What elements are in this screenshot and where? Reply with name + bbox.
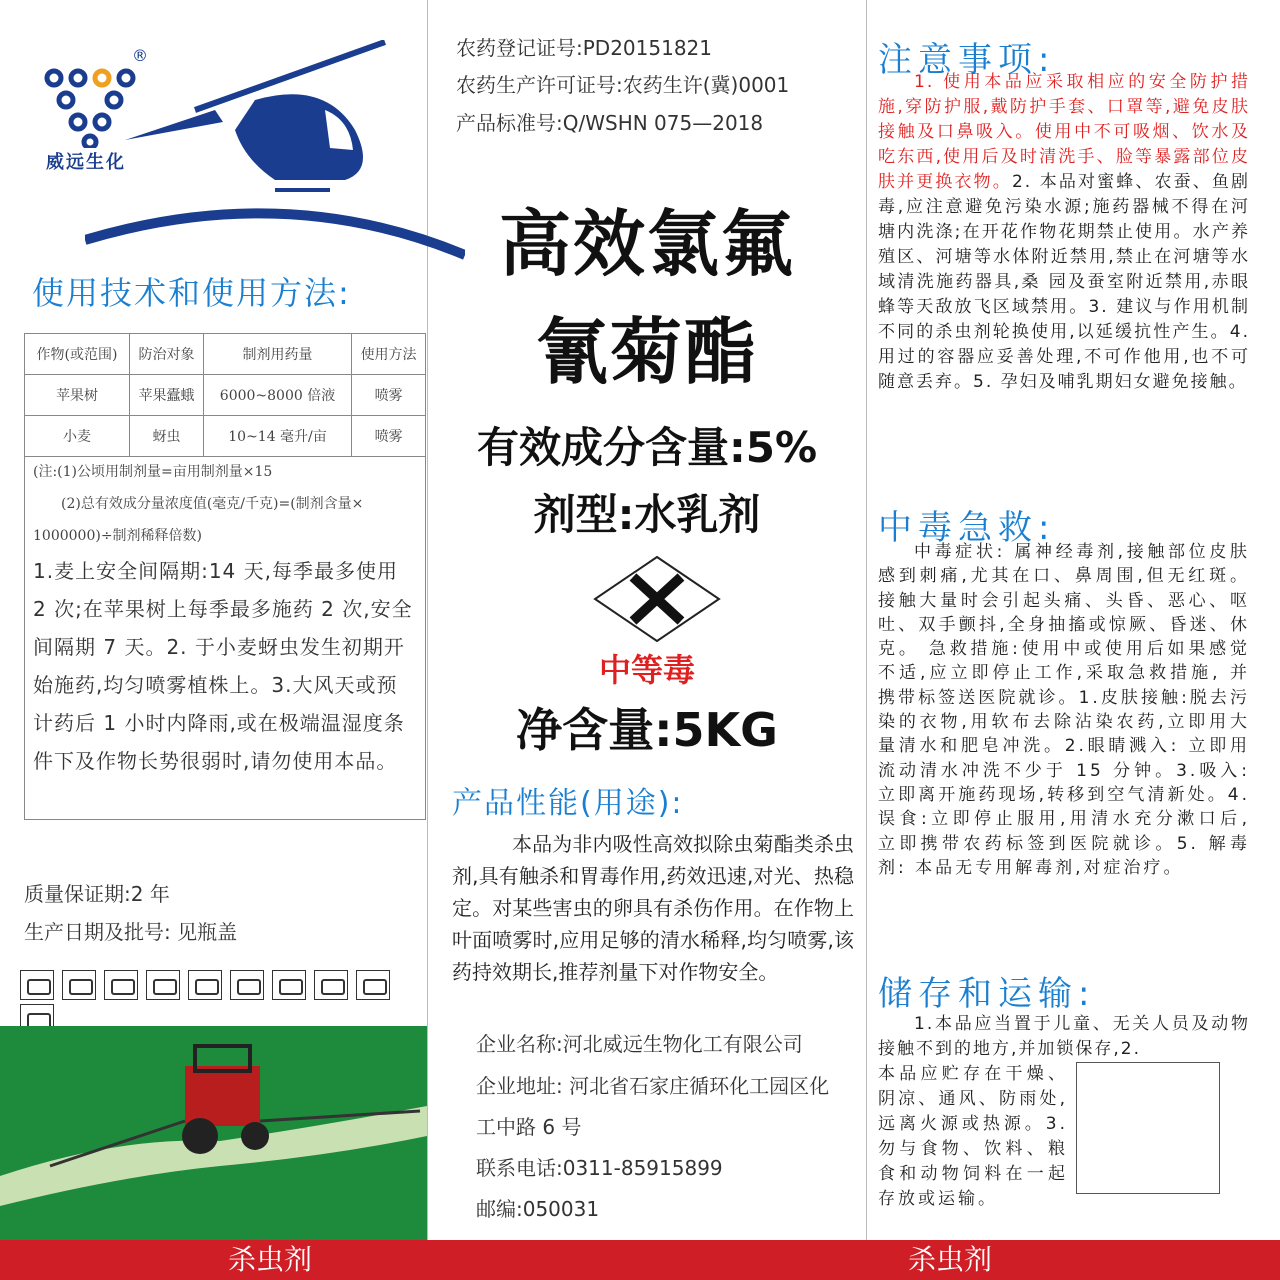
tractor-spraying-icon [0, 1026, 427, 1240]
protective-suit-pictogram-icon [230, 970, 264, 1000]
footer-right-bar [540, 1240, 1280, 1280]
performance-text: 本品为非内吸性高效拟除虫菊酯类杀虫剂,具有触杀和胃毒作用,药效迅速,对光、热稳定。对某些害虫的卵具有杀伤作用。在作物上叶面喷雾时,应用足够的清水稀释,均匀喷雾,该药持效期长,推荐剂量下对作物安全。 [452, 832, 854, 984]
footer-left-label: 杀虫剂 [227, 1243, 312, 1276]
shelf-life: 质量保证期:2 年 [24, 882, 170, 906]
boots-pictogram-icon [272, 970, 306, 1000]
storage-text-side: 本品应贮存在干燥、阴凉、通风、防雨处,远离火源或热源。3.勿与食物、饮料、粮食和动物饲料在一起存放或运输。 [878, 1064, 1068, 1209]
table-cell: 蚜虫 [130, 416, 204, 457]
sprayer-pictogram-icon [104, 970, 138, 1000]
precautions-heading: 注意事项: [878, 40, 1056, 80]
company-name: 企业名称:河北威远生物化工有限公司 [476, 1032, 803, 1056]
precautions-text [878, 70, 1250, 395]
usage-notes-box [24, 452, 426, 820]
gloves-pictogram-icon [146, 970, 180, 1000]
company-phone: 联系电话:0311-85915899 [476, 1156, 723, 1180]
formula-note-2: (2)总有效成分量浓度值(毫克/千克)=(制剂含量× [61, 496, 364, 512]
usage-instructions: 1.麦上安全间隔期:14 天,每季最多使用 2 次;在苹果树上每季最多施药 2 次,安全间隔期 7 天。2. 于小麦蚜虫发生初期开始施药,均匀喷雾植株上。3.大风天或预计药后 1 小时内降雨,或在极端温湿度条件下及作物长势很弱时,请勿使用本品。 [33, 559, 413, 773]
first-aid-heading: 中毒急救: [878, 508, 1056, 548]
toxicity-level: 中等毒 [598, 651, 695, 689]
table-cell: 10~14 毫升/亩 [203, 416, 351, 457]
precautions-red-text: 1. 使用本品应采取相应的安全防护措施,穿防护服,戴防护手套、口罩等,避免皮肤接触及口鼻吸入。使用中不可吸烟、饮水及吃东西,使用后及时清洗手、脸等暴露部位皮肤并更换衣物。 [878, 72, 1250, 192]
company-postcode: 邮编:050031 [476, 1197, 600, 1221]
formulation-type: 剂型:水乳剂 [533, 490, 761, 539]
product-name-line-1: 高效氯氟 [498, 202, 795, 286]
precautions-body-text: 2. 本品对蜜蜂、农蚕、鱼剧毒,应注意避免污染水源;施药器械不得在河塘内洗涤;在开花作物花期禁止使用。水产养殖区、河塘等水体附近禁用,禁止在河塘等水域清洗施药器具,桑 园及蚕室附近禁用,赤眼蜂等天敌放飞区域禁用。3. 建议与作用机制不同的杀虫剂轮换使用,以延缓抗性产生。4. 用过的容器应妥善处理,不可作他用,也不可随意丢弃。5. 孕妇及哺乳期妇女避免接触。 [878, 172, 1251, 392]
toxicity-diamond-icon [593, 555, 721, 643]
table-cell: 喷雾 [352, 375, 426, 416]
first-aid-text: 中毒症状: 属神经毒剂,接触部位皮肤感到刺痛,尤其在口、鼻周围,但无红斑。接触大量时会引起头痛、头昏、恶心、呕吐、双手颤抖,全身抽搐或惊厥、昏迷、休克。 急救措施:使用中或使用后如果感觉不适,应立即停止工作,采取急救措施, 并携带标签送医院就诊。1.皮肤接触:脱去污染的衣物,用软布去除沾染农药,立即用大量清水和肥皂冲洗。2.眼睛溅入: 立即用流动清水冲洗不少于 15 分钟。3.吸入:立即离开施药现场,转移到空气清新处。4.误食:立即停止服用,用清水充分漱口后, 立即携带农药标签到医院就诊。5. 解毒剂: 本品无专用解毒剂,对症治疗。 [878, 542, 1250, 878]
usage-heading: 使用技术和使用方法: [32, 274, 351, 312]
footer-right-label: 杀虫剂 [907, 1243, 992, 1276]
table-cell: 苹果树 [25, 375, 130, 416]
livestock-warning-pictogram-icon [356, 970, 390, 1000]
registered-mark: ® [132, 46, 148, 65]
table-header-cell: 作物(或范围) [25, 334, 130, 375]
table-cell: 苹果蠹蛾 [130, 375, 204, 416]
formula-note-1: (注:(1)公顷用制剂量=亩用制剂量×15 [33, 464, 273, 480]
product-name-line-2: 氰菊酯 [535, 310, 758, 394]
mixing-pictogram-icon [20, 970, 54, 1000]
active-content: 有效成分含量:5% [476, 423, 818, 472]
production-license: 农药生产许可证号:农药生许(冀)0001 [456, 73, 790, 97]
label-blank-box [1076, 1062, 1220, 1194]
table-cell: 小麦 [25, 416, 130, 457]
mask-pictogram-icon [188, 970, 222, 1000]
table-cell: 喷雾 [352, 416, 426, 457]
wash-pictogram-icon [314, 970, 348, 1000]
formula-note-3: 1000000)÷制剂稀释倍数) [33, 528, 203, 544]
table-header-cell: 防治对象 [130, 334, 204, 375]
usage-table [24, 333, 426, 457]
tractor-photo [0, 1026, 427, 1240]
table-header-cell: 制剂用药量 [203, 334, 351, 375]
registration-number: 农药登记证号:PD20151821 [456, 36, 712, 60]
handling-pictogram-icon [62, 970, 96, 1000]
brand-name: 威远生化 [46, 152, 126, 173]
storage-heading: 储存和运输: [878, 974, 1096, 1014]
table-header-row [25, 334, 426, 375]
storage-text-top: 1.本品应当置于儿童、无关人员及动物接触不到的地方,并加锁保存,2. [878, 1014, 1250, 1059]
table-header-cell: 使用方法 [352, 334, 426, 375]
batch-info: 生产日期及批号: 见瓶盖 [24, 920, 238, 944]
company-address-line-1: 企业地址: 河北省石家庄循环化工园区化 [476, 1074, 830, 1098]
helicopter-icon [85, 40, 465, 260]
product-standard: 产品标准号:Q/WSHN 075—2018 [456, 111, 764, 135]
net-content: 净含量:5KG [516, 703, 778, 757]
right-divider [866, 0, 867, 1240]
table-row [25, 375, 426, 416]
performance-heading: 产品性能(用途): [452, 786, 684, 821]
footer-left-bar [0, 1240, 540, 1280]
table-row [25, 416, 426, 457]
company-address-line-2: 工中路 6 号 [476, 1115, 582, 1139]
table-cell: 6000~8000 倍液 [203, 375, 351, 416]
